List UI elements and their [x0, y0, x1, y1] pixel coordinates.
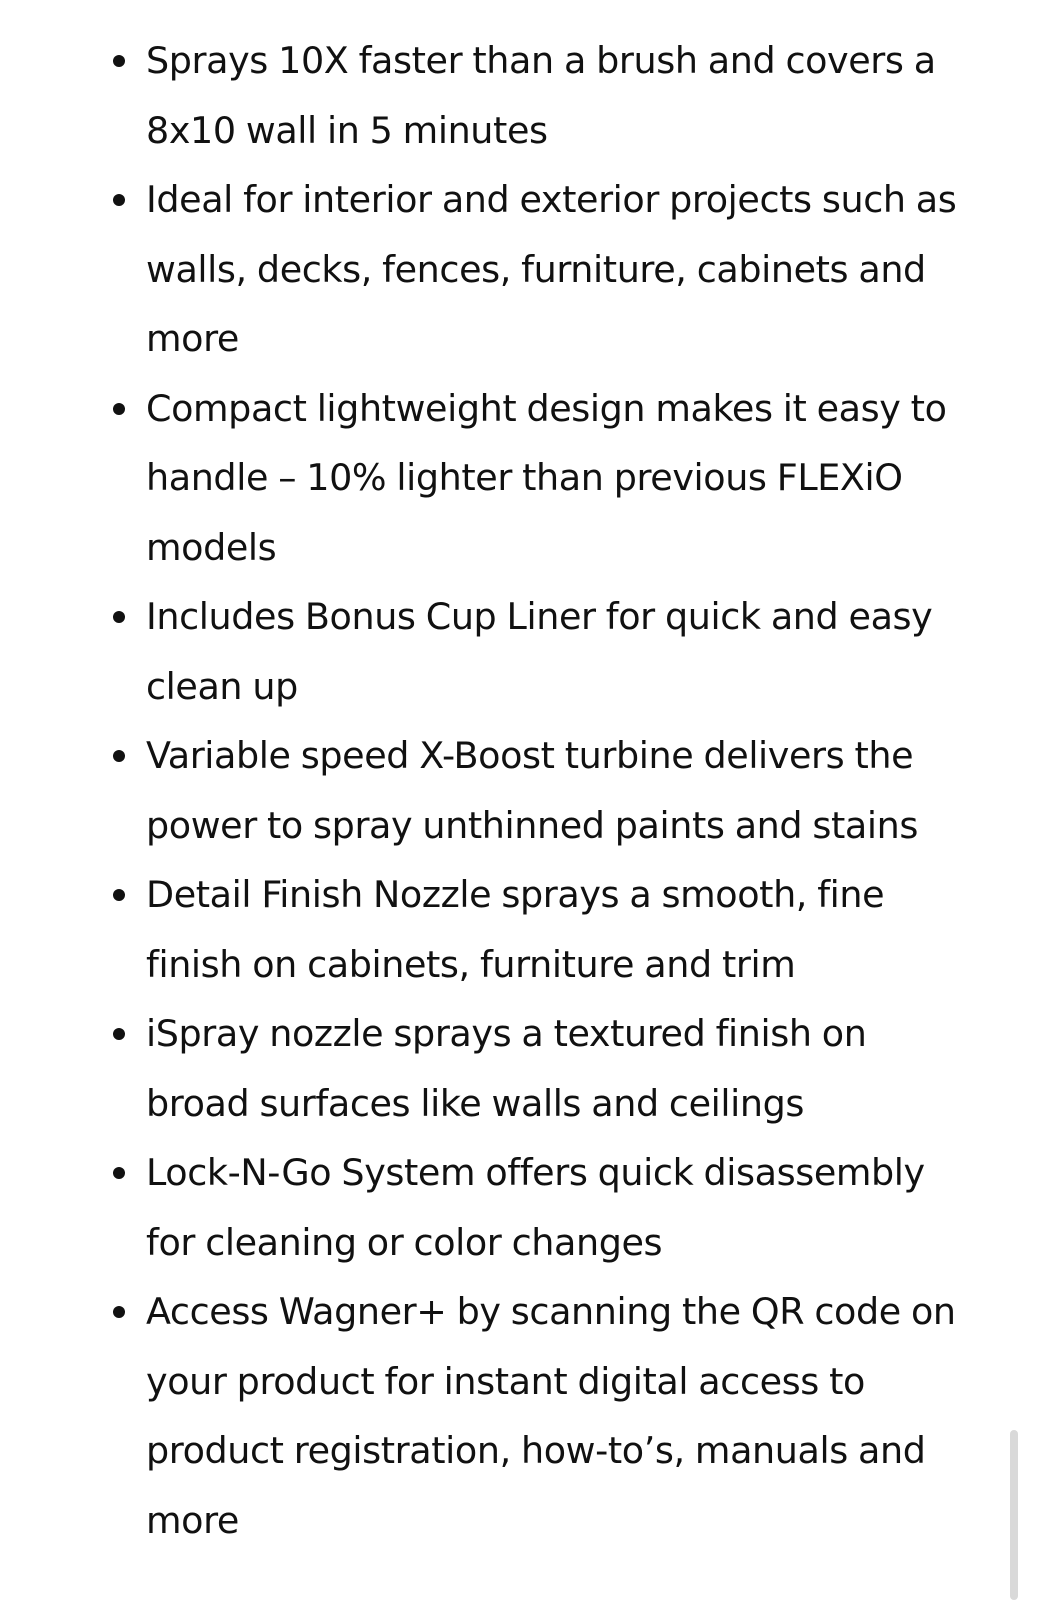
- feature-item: [110, 860, 970, 999]
- feature-item: [110, 165, 970, 374]
- feature-item: [110, 1277, 970, 1555]
- bullet-icon: [113, 611, 125, 623]
- feature-text: Includes Bonus Cup Liner for quick and easy clean up: [146, 595, 933, 708]
- bullet-icon: [113, 750, 125, 762]
- bullet-icon: [113, 55, 125, 67]
- feature-item: [110, 721, 970, 860]
- feature-item: [110, 999, 970, 1138]
- bullet-icon: [113, 403, 125, 415]
- feature-item: [110, 582, 970, 721]
- feature-text: Sprays 10X faster than a brush and covers a 8x10 wall in 5 minutes: [146, 39, 936, 152]
- feature-text: Detail Finish Nozzle sprays a smooth, fine finish on cabinets, furniture and trim: [146, 873, 885, 986]
- scrollbar[interactable]: [1010, 1430, 1018, 1600]
- bullet-icon: [113, 1167, 125, 1179]
- feature-text: Access Wagner+ by scanning the QR code on your product for instant digital access to product registration, how-to’s, manuals and more: [146, 1290, 956, 1542]
- feature-item: [110, 374, 970, 583]
- bullet-icon: [113, 1028, 125, 1040]
- feature-text: Ideal for interior and exterior projects such as walls, decks, fences, furniture, cabinets and more: [146, 178, 957, 360]
- feature-item: [110, 26, 970, 165]
- feature-text: Variable speed X-Boost turbine delivers the power to spray unthinned paints and stains: [146, 734, 918, 847]
- feature-text: Lock-N-Go System offers quick disassembly for cleaning or color changes: [146, 1151, 925, 1264]
- feature-item: [110, 1138, 970, 1277]
- bullet-icon: [113, 1306, 125, 1318]
- scrollbar-thumb[interactable]: [1010, 1430, 1018, 1600]
- bullet-icon: [113, 194, 125, 206]
- feature-text: iSpray nozzle sprays a textured finish on broad surfaces like walls and ceilings: [146, 1012, 867, 1125]
- feature-text: Compact lightweight design makes it easy to handle – 10% lighter than previous FLEXiO models: [146, 386, 947, 569]
- feature-list: [110, 26, 970, 1555]
- bullet-icon: [113, 889, 125, 901]
